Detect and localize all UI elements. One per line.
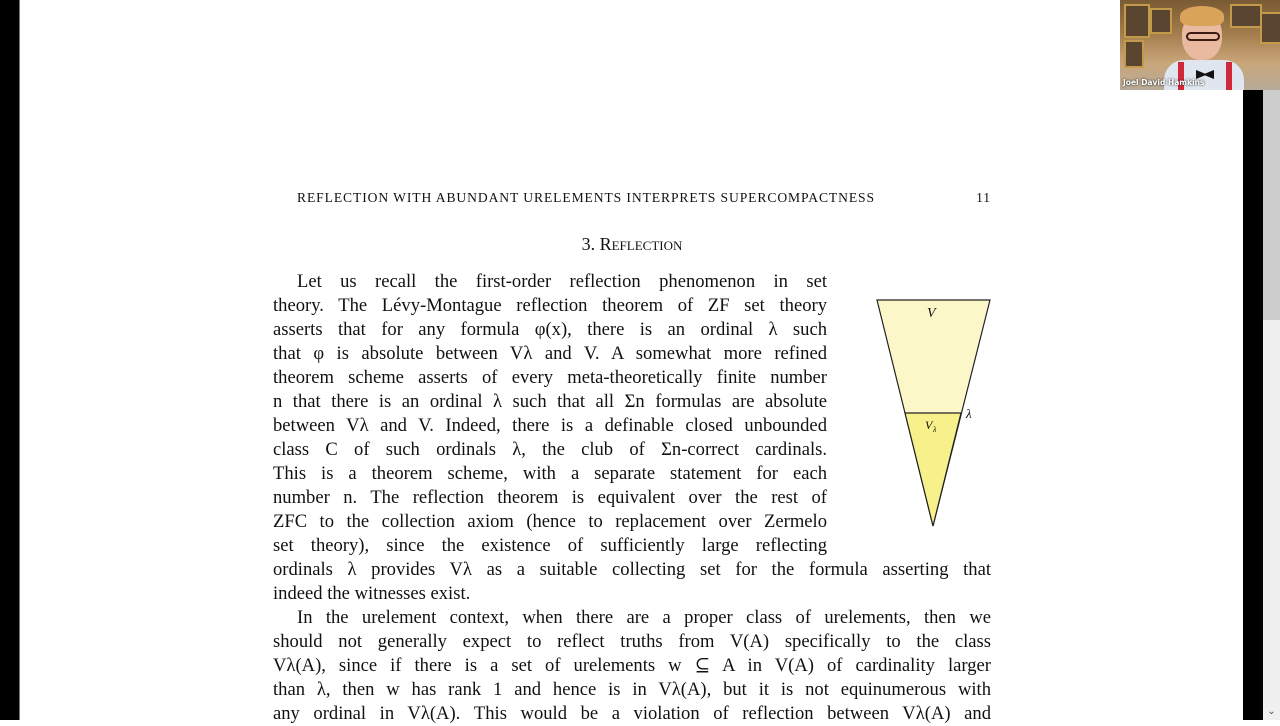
participant-video-tile[interactable] <box>1120 0 1280 90</box>
painting-decor <box>1124 4 1150 38</box>
lambda-level-label: λ <box>966 406 972 421</box>
painting-decor <box>1230 4 1262 28</box>
text-line: Vλ(A), since if there is a set of urelements w ⊆ A in V(A) of cardinality larger <box>273 655 991 676</box>
section-heading <box>273 234 991 255</box>
text-line: This is a theorem scheme, with a separate statement for each <box>273 463 827 484</box>
section-title: Reflection <box>599 234 683 254</box>
vertical-scrollbar[interactable] <box>1263 90 1280 720</box>
text-line: number n. The reflection theorem is equivalent over the rest of <box>273 487 827 508</box>
painting-decor <box>1124 40 1144 68</box>
text-line: Let us recall the first-order reflection phenomenon in set <box>297 271 827 292</box>
text-line: set theory), since the existence of sufficiently large reflecting <box>273 535 827 556</box>
page-number: 11 <box>976 190 991 205</box>
paragraph-reflection-intro-continued <box>273 558 991 606</box>
text-line: n that there is an ordinal λ such that all Σn formulas are absolute <box>273 391 827 412</box>
text-line: that φ is absolute between Vλ and V. A somewhat more refined <box>273 343 827 364</box>
scroll-down-arrow-icon[interactable]: ⌄ <box>1267 706 1276 717</box>
v-cone-diagram <box>872 294 996 534</box>
paragraph-urelement-context <box>273 606 991 726</box>
text-line: indeed the witnesses exist. <box>273 583 471 604</box>
left-black-margin <box>0 0 20 720</box>
text-line: ordinals λ provides Vλ as a suitable collecting set for the formula asserting that <box>273 559 991 580</box>
text-line: than λ, then w has rank 1 and hence is in Vλ(A), but it is not equinumerous with <box>273 679 991 700</box>
text-line: In the urelement context, when there are a proper class of urelements, then we <box>297 607 991 628</box>
text-line: any ordinal in Vλ(A). This would be a violation of reflection between Vλ(A) and <box>273 703 991 724</box>
text-line: asserts that for any formula φ(x), there is an ordinal λ such <box>273 319 827 340</box>
text-line: theorem scheme asserts of every meta-theoretically finite number <box>273 367 827 388</box>
text-line: class C of such ordinals λ, the club of Σn-correct cardinals. <box>273 439 827 460</box>
paragraph-reflection-intro <box>273 270 827 558</box>
painting-decor <box>1260 12 1280 44</box>
v-label: V <box>927 306 936 321</box>
cumulative-hierarchy-figure <box>872 294 996 534</box>
text-line: theory. The Lévy-Montague reflection theorem of ZF set theory <box>273 295 827 316</box>
v-lambda-label: V <box>925 418 933 432</box>
scrollbar-thumb[interactable] <box>1263 90 1280 320</box>
text-line: between Vλ and V. Indeed, there is a definable closed unbounded <box>273 415 827 436</box>
suspender <box>1226 62 1232 90</box>
text-line: should not generally expect to reflect truths from V(A) specifically to the class <box>273 631 991 652</box>
v-lambda-subscript: λ <box>933 425 937 434</box>
painting-decor <box>1150 8 1172 34</box>
section-number: 3. <box>581 234 596 254</box>
right-black-margin <box>1243 90 1263 720</box>
running-head <box>297 190 991 206</box>
person-hair <box>1180 6 1224 26</box>
glasses <box>1186 32 1220 41</box>
text-line: ZFC to the collection axiom (hence to replacement over Zermelo <box>273 511 827 532</box>
running-head-title: REFLECTION WITH ABUNDANT URELEMENTS INTERPRETS SUPERCOMPACTNESS <box>297 190 875 205</box>
participant-name-label: Joel David Hamkins <box>1123 78 1205 87</box>
